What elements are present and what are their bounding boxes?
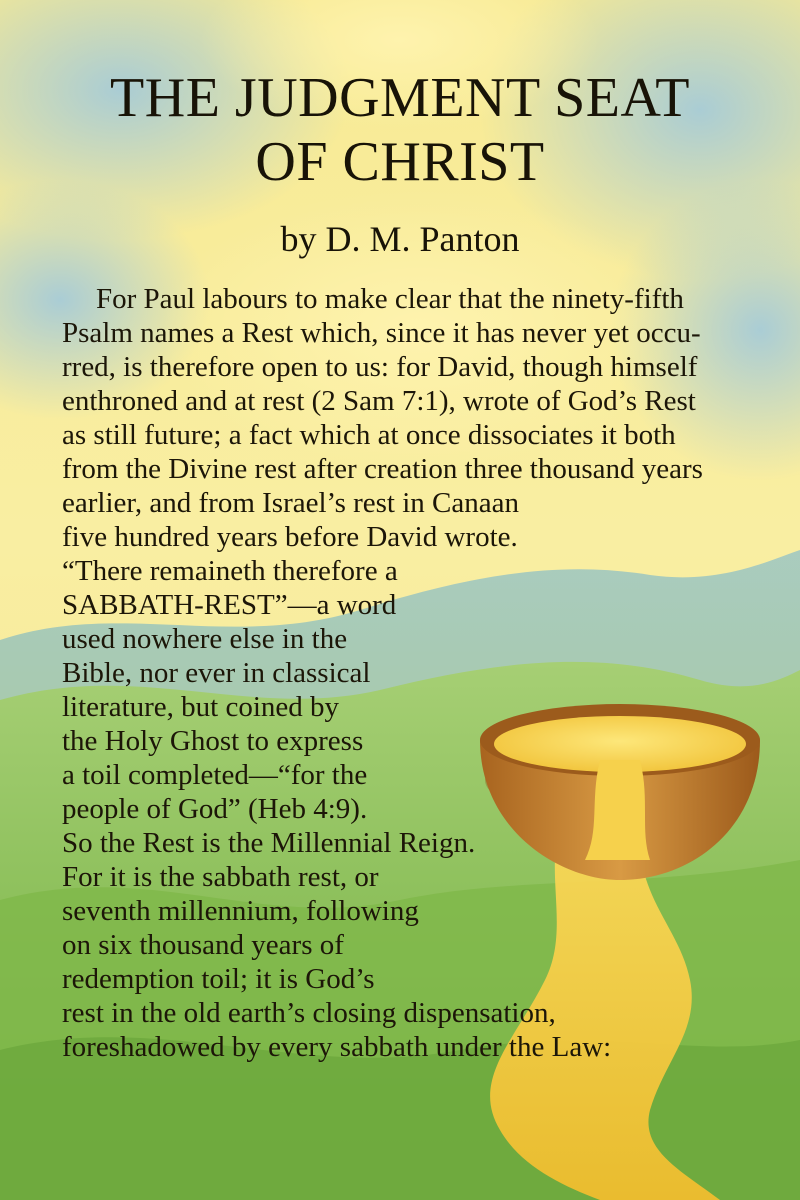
body-line: rest in the old earth’s closing dispensation, bbox=[62, 997, 556, 1029]
body-line: literature, but coined by bbox=[62, 691, 340, 723]
title-line-1: THE JUDGMENT SEAT bbox=[110, 67, 690, 129]
body-line: SABBATH-REST”—a word bbox=[62, 589, 397, 621]
body-line: used nowhere else in the bbox=[62, 623, 348, 655]
body-line: as still future; a fact which at once dissociates it both bbox=[62, 419, 676, 451]
body-line: So the Rest is the Millennial Reign. bbox=[62, 827, 476, 859]
body-line: foreshadowed by every sabbath under the Law: bbox=[62, 1031, 612, 1063]
body-line: seventh millennium, following bbox=[62, 895, 419, 927]
title-line-2: OF CHRIST bbox=[255, 131, 545, 193]
body-line: “There remaineth therefore a bbox=[62, 555, 398, 587]
body-line: enthroned and at rest (2 Sam 7:1), wrote of God’s Rest bbox=[62, 385, 696, 417]
body-line: five hundred years before David wrote. bbox=[62, 521, 518, 553]
body-line: people of God” (Heb 4:9). bbox=[62, 793, 368, 825]
body-line: earlier, and from Israel’s rest in Canaan bbox=[62, 487, 520, 519]
body-line: redemption toil; it is God’s bbox=[62, 963, 375, 995]
body-line: For it is the sabbath rest, or bbox=[62, 861, 379, 893]
body-line: Psalm names a Rest which, since it has never yet occu- bbox=[62, 317, 701, 349]
page-title bbox=[0, 66, 800, 194]
body-line: a toil completed—“for the bbox=[62, 759, 368, 791]
body-line: from the Divine rest after creation three thousand years bbox=[62, 453, 703, 485]
body-line: For Paul labours to make clear that the ninety-fifth bbox=[96, 283, 684, 315]
body-line: the Holy Ghost to express bbox=[62, 725, 364, 757]
body-line: Bible, nor ever in classical bbox=[62, 657, 371, 689]
body-line: on six thousand years of bbox=[62, 929, 344, 961]
author-byline: by D. M. Panton bbox=[280, 219, 520, 259]
body-line: rred, is therefore open to us: for David, though himself bbox=[62, 351, 698, 383]
